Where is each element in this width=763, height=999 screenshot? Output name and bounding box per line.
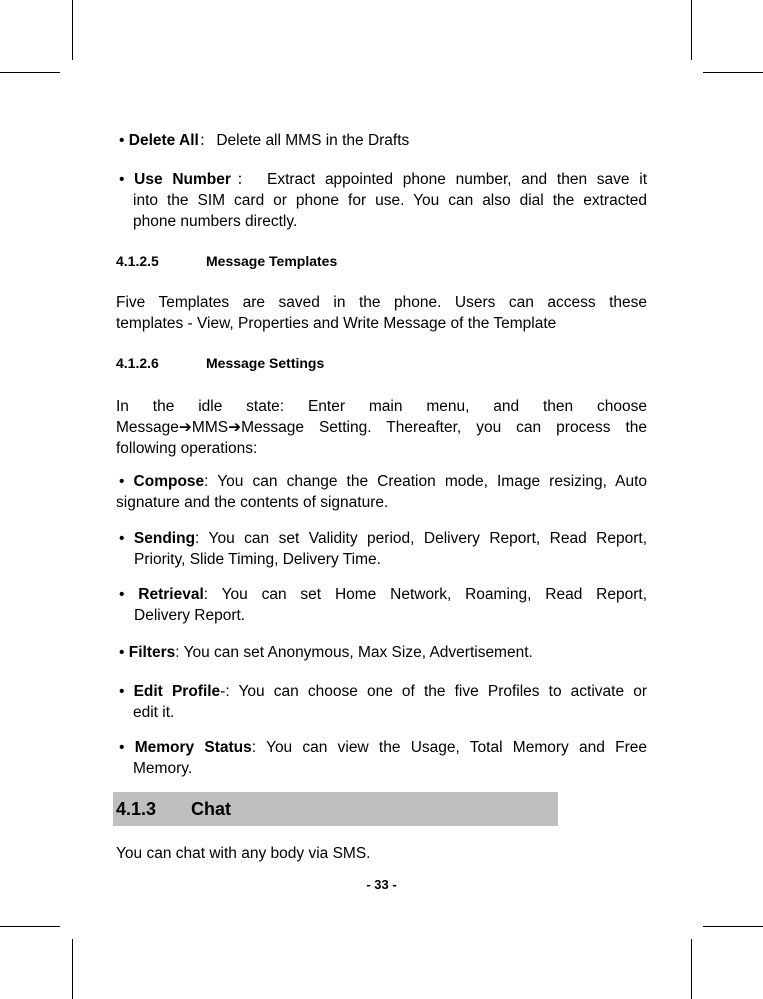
bullet-use-number: • Use Number： Extract appointed phone number, and then save it (119, 171, 647, 188)
section-heading-4125: 4.1.2.5 Message Templates (116, 253, 338, 269)
bullet-sending: • Sending: You can set Validity period, Delivery Report, Read Report, (119, 530, 647, 547)
bullet-compose: • Compose: You can change the Creation mode, Image resizing, Auto (119, 473, 647, 490)
text-line: Delivery Report. (134, 607, 246, 624)
text-line: signature and the contents of signature. (116, 494, 389, 511)
bullet-memory-status: • Memory Status: You can view the Usage, Total Memory and Free (119, 739, 647, 756)
text-line: Five Templates are saved in the phone. Users can access these (116, 294, 647, 311)
page-number: - 33 - (366, 877, 397, 892)
text-line: In the idle state: Enter main menu, and then choose (116, 398, 647, 415)
text-line: phone numbers directly. (133, 213, 298, 230)
crop-mark (0, 72, 60, 73)
text-line: Memory. (133, 760, 193, 777)
bullet-filters: • Filters: You can set Anonymous, Max Size, Advertisement. (119, 644, 533, 661)
text-line: templates - View, Properties and Write Message of the Template (116, 315, 557, 332)
bullet-delete-all: • Delete All： Delete all MMS in the Drafts (119, 132, 410, 149)
crop-mark (72, 0, 73, 60)
crop-mark (72, 939, 73, 999)
crop-mark (703, 72, 763, 73)
crop-mark (691, 939, 692, 999)
section-heading-4126: 4.1.2.6 Message Settings (116, 355, 325, 371)
bullet-edit-profile: • Edit Profile-: You can choose one of the five Profiles to activate or (119, 683, 647, 700)
bullet-term: Delete All (128, 132, 199, 149)
text-line: into the SIM card or phone for use. You can also dial the extracted (133, 192, 647, 209)
text-line: edit it. (133, 704, 175, 721)
crop-mark (0, 926, 60, 927)
arrow-icon: ➔ (178, 419, 192, 436)
bullet-retrieval: • Retrieval: You can set Home Network, Roaming, Read Report, (119, 586, 647, 603)
section-heading-413: 4.1.3 Chat (113, 792, 558, 826)
arrow-icon: ➔ (228, 419, 242, 436)
text-line: Message➔MMS➔Message Setting. Thereafter, you can process the (116, 419, 647, 436)
crop-mark (691, 0, 692, 60)
text-line: You can chat with any body via SMS. (116, 845, 371, 862)
text-line: Priority, Slide Timing, Delivery Time. (134, 551, 381, 568)
crop-mark (703, 926, 763, 927)
text-line: following operations: (116, 440, 258, 457)
